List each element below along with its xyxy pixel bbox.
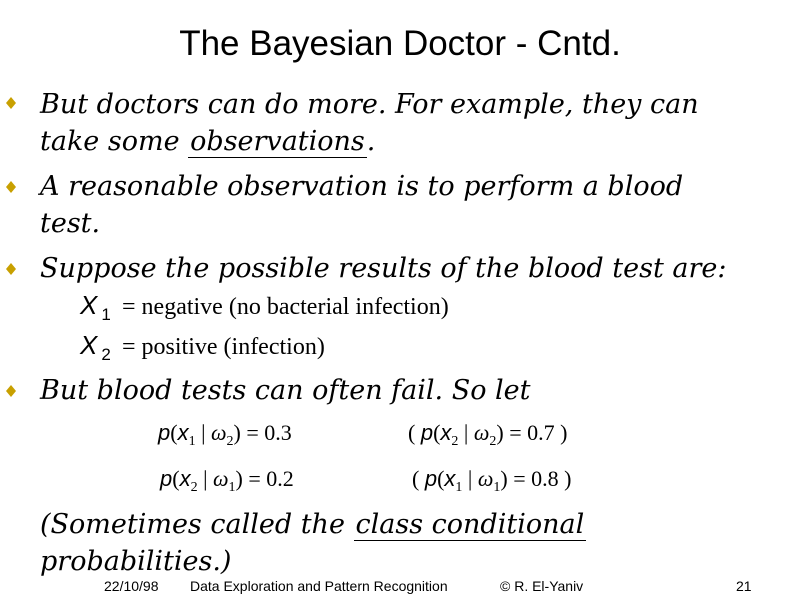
bullet-3-line-1: Suppose the possible results of the blood test are: xyxy=(40,253,727,284)
eq-omega-sub: 2 xyxy=(489,434,497,449)
bullet-1 xyxy=(40,86,780,160)
eq-value: = 0.3 xyxy=(240,420,292,445)
result-symbol xyxy=(80,330,112,364)
equation-p-x2-w2 xyxy=(408,420,568,449)
eq-omega-sub: 1 xyxy=(493,480,501,495)
eq-p: p xyxy=(158,420,171,445)
eq-open: ( xyxy=(170,420,178,445)
eq-value: = 0.7 ) xyxy=(503,420,568,445)
eq-open: ( xyxy=(437,466,445,491)
eq-omega-sub: 1 xyxy=(228,480,236,495)
class-conditional-underlined: class conditional xyxy=(355,509,585,540)
eq-close: ) xyxy=(500,466,508,491)
eq-p: p xyxy=(420,420,434,445)
eq-value: = 0.8 ) xyxy=(507,466,572,491)
note xyxy=(40,506,780,580)
eq-open: ( xyxy=(172,466,180,491)
eq-x-sub: 2 xyxy=(190,480,198,495)
eq-close: ) xyxy=(233,420,241,445)
eq-omega: ω xyxy=(210,420,227,445)
footer-page-number: 21 xyxy=(736,578,752,594)
eq-p: p xyxy=(424,466,438,491)
diamond-bullet-icon xyxy=(4,262,18,276)
eq-bar: | xyxy=(458,420,474,445)
eq-bar: | xyxy=(462,466,478,491)
eq-x: x xyxy=(179,466,191,491)
eq-close: ) xyxy=(235,466,243,491)
footer-author: © R. El-Yaniv xyxy=(500,578,584,594)
eq-x-sub: 1 xyxy=(455,480,463,495)
observations-underlined: observations xyxy=(190,126,365,157)
eq-close: ) xyxy=(496,420,504,445)
diamond-bullet-icon xyxy=(4,96,18,110)
result-description: = positive (infection) xyxy=(122,334,325,360)
eq-lpar: ( xyxy=(408,420,421,445)
bullet-1-prefix: take some xyxy=(40,126,189,157)
footer-date: 22/10/98 xyxy=(104,578,159,594)
result-symbol xyxy=(80,290,112,324)
eq-bar: | xyxy=(195,420,211,445)
result-description: = negative (no bacterial infection) xyxy=(122,294,449,320)
eq-x: x xyxy=(440,420,452,445)
bullet-1-suffix: . xyxy=(366,126,376,157)
slide-title: The Bayesian Doctor - Cntd. xyxy=(179,24,621,63)
equation-p-x1-w2 xyxy=(158,420,292,449)
diamond-bullet-icon xyxy=(4,384,18,398)
eq-bar: | xyxy=(197,466,213,491)
eq-omega: ω xyxy=(473,420,490,445)
note-line-1 xyxy=(40,506,780,543)
note-line-2: probabilities.) xyxy=(40,546,232,577)
bullet-1-line-1: But doctors can do more. For example, they can xyxy=(40,89,699,120)
eq-value: = 0.2 xyxy=(242,466,294,491)
eq-p: p xyxy=(160,466,173,491)
eq-x: x xyxy=(177,420,189,445)
eq-x-sub: 2 xyxy=(451,434,459,449)
equation-p-x1-w1 xyxy=(412,466,572,495)
footer-course: Data Exploration and Pattern Recognition xyxy=(190,578,448,594)
eq-omega-sub: 2 xyxy=(226,434,234,449)
result-symbol-letter: X xyxy=(80,290,98,320)
bullet-4 xyxy=(40,372,780,409)
eq-omega: ω xyxy=(212,466,229,491)
eq-omega: ω xyxy=(477,466,494,491)
bullet-2 xyxy=(40,168,780,242)
eq-x-sub: 1 xyxy=(188,434,196,449)
bullet-2-line-2: test. xyxy=(40,208,101,239)
result-symbol-letter: X xyxy=(80,330,98,360)
eq-open: ( xyxy=(433,420,441,445)
result-row-2 xyxy=(80,330,325,366)
eq-x: x xyxy=(444,466,456,491)
note-prefix: (Sometimes called the xyxy=(40,509,354,540)
bullet-4-line-1: But blood tests can often fail. So let xyxy=(40,375,531,406)
bullet-2-line-1: A reasonable observation is to perform a blood xyxy=(40,171,684,202)
result-row-1 xyxy=(80,290,449,326)
result-symbol-subscript: 2 xyxy=(101,345,111,364)
eq-lpar: ( xyxy=(412,466,425,491)
result-symbol-subscript: 1 xyxy=(101,305,111,324)
equation-p-x2-w1 xyxy=(160,466,294,495)
diamond-bullet-icon xyxy=(4,180,18,194)
bullet-3 xyxy=(40,250,780,287)
bullet-1-line-2 xyxy=(40,123,780,160)
